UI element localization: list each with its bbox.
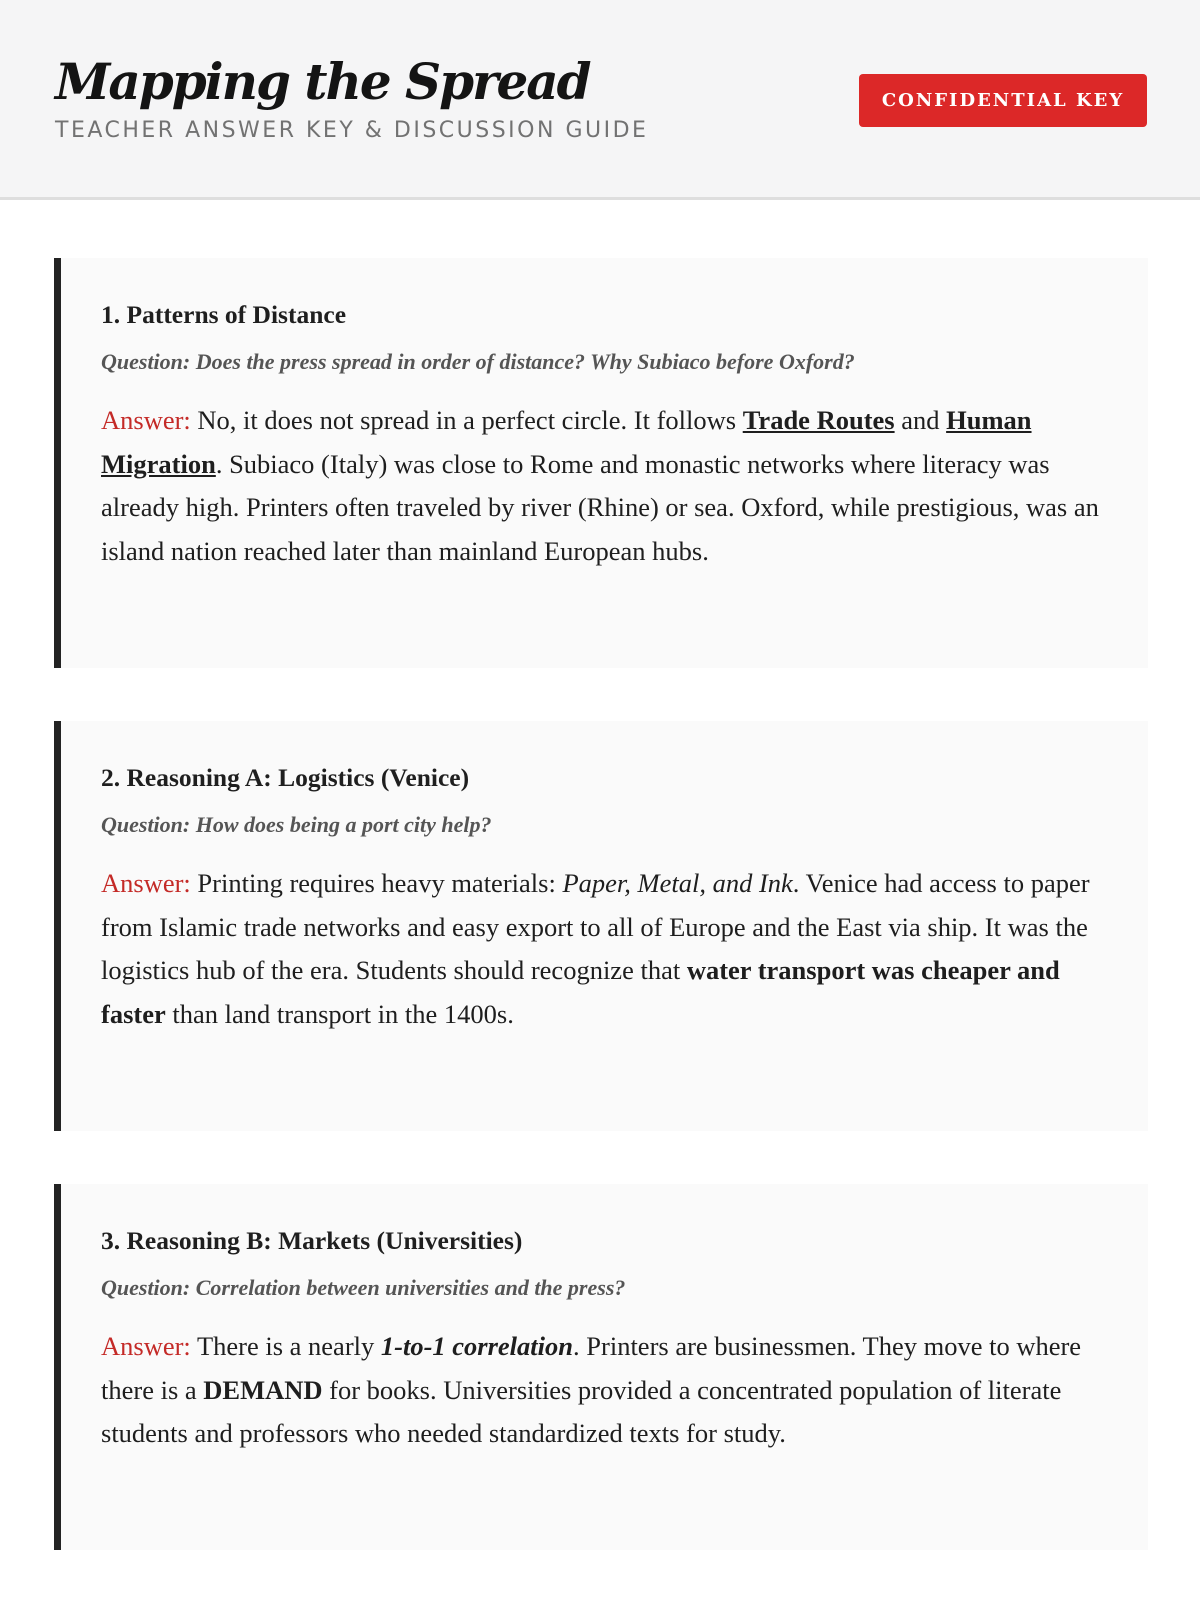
answer-span: . Subiaco (Italy) was close to Rome and monastic networks where literacy was already high. Printers often traveled by river (Rhine) or sea. Oxford, while prestigious, was an island nation reached later than mainland European hubs. [101,448,1099,566]
highlight-materials: Paper, Metal, and Ink [562,868,793,898]
card-title: 3. Reasoning B: Markets (Universities) [101,1226,523,1255]
highlight-water-transport: water transport was cheaper and faster [101,955,1060,1029]
question-card-3 [54,1184,1148,1550]
question-card-1 [54,258,1148,668]
highlight-human-migration: Human Migration [101,405,1032,479]
question-text: Question: How does being a port city help? [101,812,492,837]
answer-label: Answer: [101,1331,191,1361]
answer-span: than land transport in the 1400s. [165,998,514,1029]
card-title: 1. Patterns of Distance [101,300,347,329]
answer-label: Answer: [101,405,191,435]
answer-span: There is a nearly [190,1331,381,1361]
question-card-2 [54,721,1148,1131]
answer-text [101,1325,1104,1456]
answer-label: Answer: [101,868,191,898]
answer-span: for books. Universities provided a concentrated population of literate students and professors who needed standardized texts for study. [101,1374,1062,1448]
answer-span: No, it does not spread in a perfect circle. It follows [190,405,743,435]
question-text: Question: Does the press spread in order of distance? Why Subiaco before Oxford? [101,349,855,374]
question-text: Question: Correlation between universities and the press? [101,1275,626,1300]
highlight-demand: DEMAND [203,1374,323,1405]
highlight-correlation: 1-to-1 correlation [380,1331,574,1361]
header [0,0,1200,200]
answer-span: . Venice had access to paper from Islamic trade networks and easy export to all of Europe and the East via ship. It was the logistics hub of the era. Students should recognize that [101,868,1090,985]
page-title: Mapping the Spread [55,52,590,111]
page-subtitle: TEACHER ANSWER KEY & DISCUSSION GUIDE [55,118,649,143]
answer-text [101,399,1104,573]
answer-text [101,862,1104,1036]
answer-span: Printing requires heavy materials: [190,868,563,898]
card-title: 2. Reasoning A: Logistics (Venice) [101,763,470,792]
answer-span: . Printers are businessmen. They move to where there is a [101,1331,1082,1405]
answer-span: and [894,405,947,435]
highlight-trade-routes: Trade Routes [742,405,895,435]
confidential-badge: CONFIDENTIAL KEY [859,74,1147,127]
